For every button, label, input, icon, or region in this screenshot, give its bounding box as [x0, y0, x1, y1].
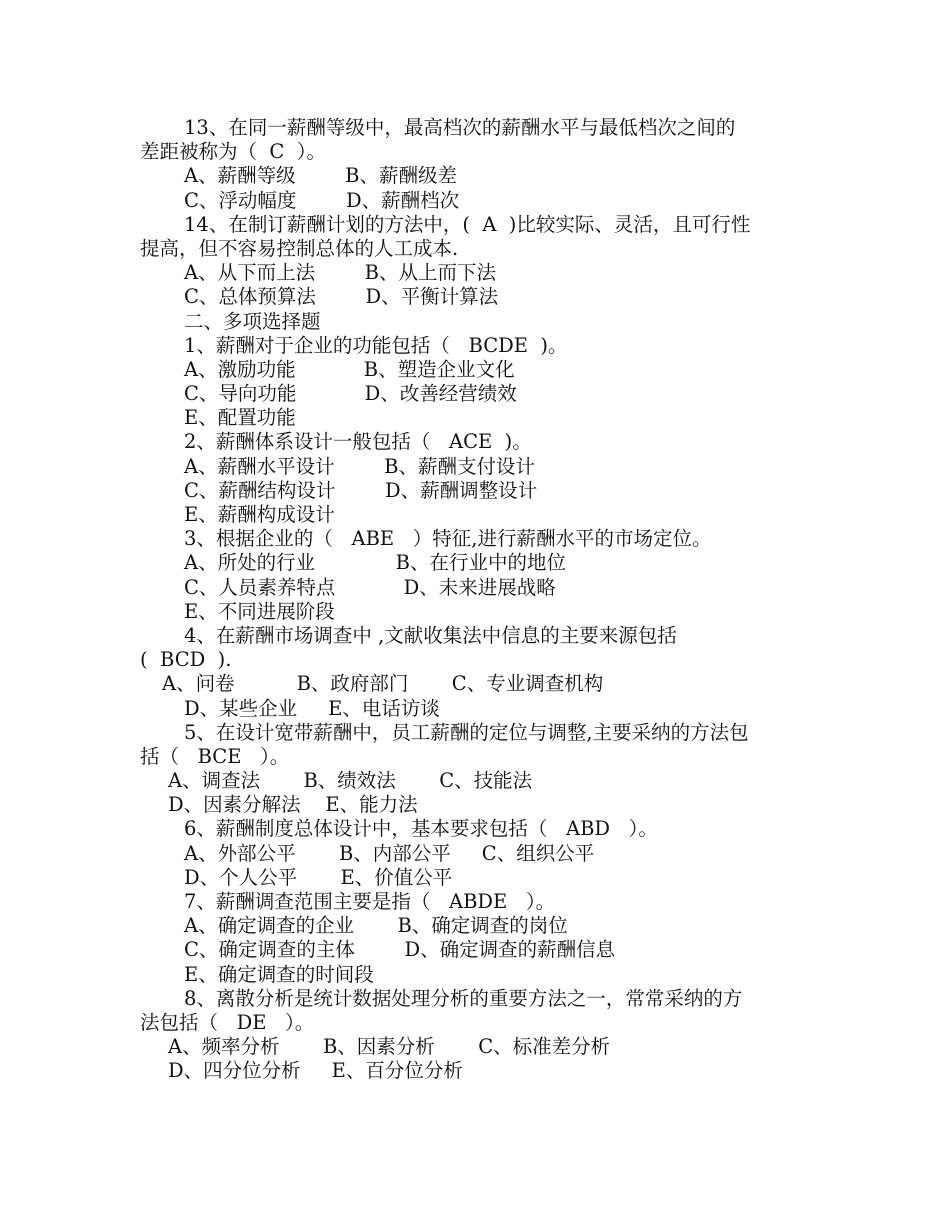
- mc-question-3-options-e: E、不同进展阶段: [184, 599, 335, 623]
- mc-question-8-text: 8、离散分析是统计数据处理分析的重要方法之一，常常采纳的方: [184, 986, 743, 1010]
- mc-question-4-options-de: D、某些企业 E、电话访谈: [184, 696, 440, 720]
- question-13-options-ab: A、薪酬等级 B、薪酬级差: [184, 164, 458, 188]
- mc-question-2-options-e: E、薪酬构成设计: [184, 503, 335, 526]
- mc-question-5-options-abc: A、调查法 B、绩效法 C、技能法: [168, 769, 533, 793]
- mc-question-1-options-e: E、配置功能: [184, 406, 296, 430]
- mc-question-3-text: 3、根据企业的（ ABE ）特征,进行薪酬水平的市场定位。: [184, 527, 712, 551]
- mc-question-7-options-cd: C、确定调查的主体 D、确定调查的薪酬信息: [184, 938, 616, 962]
- mc-question-8-options-de: D、四分位分析 E、百分位分析: [168, 1059, 463, 1083]
- section-heading: 二、多项选择题: [184, 309, 321, 333]
- mc-question-5-text: 5、在设计宽带薪酬中，员工薪酬的定位与调整,主要采纳的方法包: [184, 720, 749, 744]
- question-13-options-cd: C、浮动幅度 D、薪酬档次: [184, 188, 460, 212]
- question-13-text: 13、在同一薪酬等级中，最高档次的薪酬水平与最低档次之间的: [184, 116, 736, 139]
- question-14-options-cd: C、总体预算法 D、平衡计算法: [184, 285, 499, 309]
- question-14-text: 14、在制订薪酬计划的方法中，( A )比较实际、灵活，且可行性: [184, 212, 751, 236]
- mc-question-2-text: 2、薪酬体系设计一般包括（ ACE )。: [184, 430, 532, 454]
- document-body: [140, 116, 820, 1084]
- mc-question-1-text: 1、薪酬对于企业的功能包括（ BCDE )。: [184, 333, 568, 357]
- mc-question-2-options-ab: A、薪酬水平设计 B、薪酬支付设计: [184, 454, 536, 478]
- mc-question-1-options-cd: C、导向功能 D、改善经营绩效: [184, 382, 517, 406]
- mc-question-4-text: 4、在薪酬市场调查中 ,文献收集法中信息的主要来源包括: [184, 623, 677, 647]
- mc-question-7-options-e: E、确定调查的时间段: [184, 962, 374, 986]
- question-14-options-ab: A、从下而上法 B、从上而下法: [184, 261, 497, 285]
- question-13-text-cont: 差距被称为（ C ）。: [140, 140, 326, 164]
- mc-question-8-options-abc: A、频率分析 B、因素分析 C、标准差分析: [168, 1035, 611, 1059]
- question-14-text-cont: 提高，但不容易控制总体的人工成本.: [140, 236, 459, 260]
- mc-question-7-options-ab: A、确定调查的企业 B、确定调查的岗位: [184, 914, 568, 938]
- mc-question-3-options-ab: A、所处的行业 B、在行业中的地位: [184, 551, 566, 575]
- mc-question-8-text-cont: 法包括（ DE ）。: [140, 1010, 315, 1034]
- mc-question-4-text-cont: ( BCD ).: [140, 648, 232, 672]
- mc-question-6-options-abc: A、外部公平 B、内部公平 C、组织公平: [184, 841, 595, 865]
- mc-question-5-text-cont: 括（ BCE ）。: [140, 744, 290, 768]
- mc-question-7-text: 7、薪酬调查范围主要是指（ ABDE ）。: [184, 890, 556, 913]
- mc-question-1-options-ab: A、激励功能 B、塑造企业文化: [184, 357, 515, 381]
- mc-question-6-options-de: D、个人公平 E、价值公平: [184, 865, 453, 889]
- mc-question-3-options-cd: C、人员素养特点 D、未来进展战略: [184, 575, 556, 599]
- mc-question-6-text: 6、薪酬制度总体设计中，基本要求包括（ ABD ）。: [184, 817, 658, 841]
- mc-question-5-options-de: D、因素分解法 E、能力法: [168, 793, 418, 817]
- mc-question-2-options-cd: C、薪酬结构设计 D、薪酬调整设计: [184, 478, 538, 502]
- mc-question-4-options-abc: A、问卷 B、政府部门 C、专业调查机构: [162, 672, 604, 696]
